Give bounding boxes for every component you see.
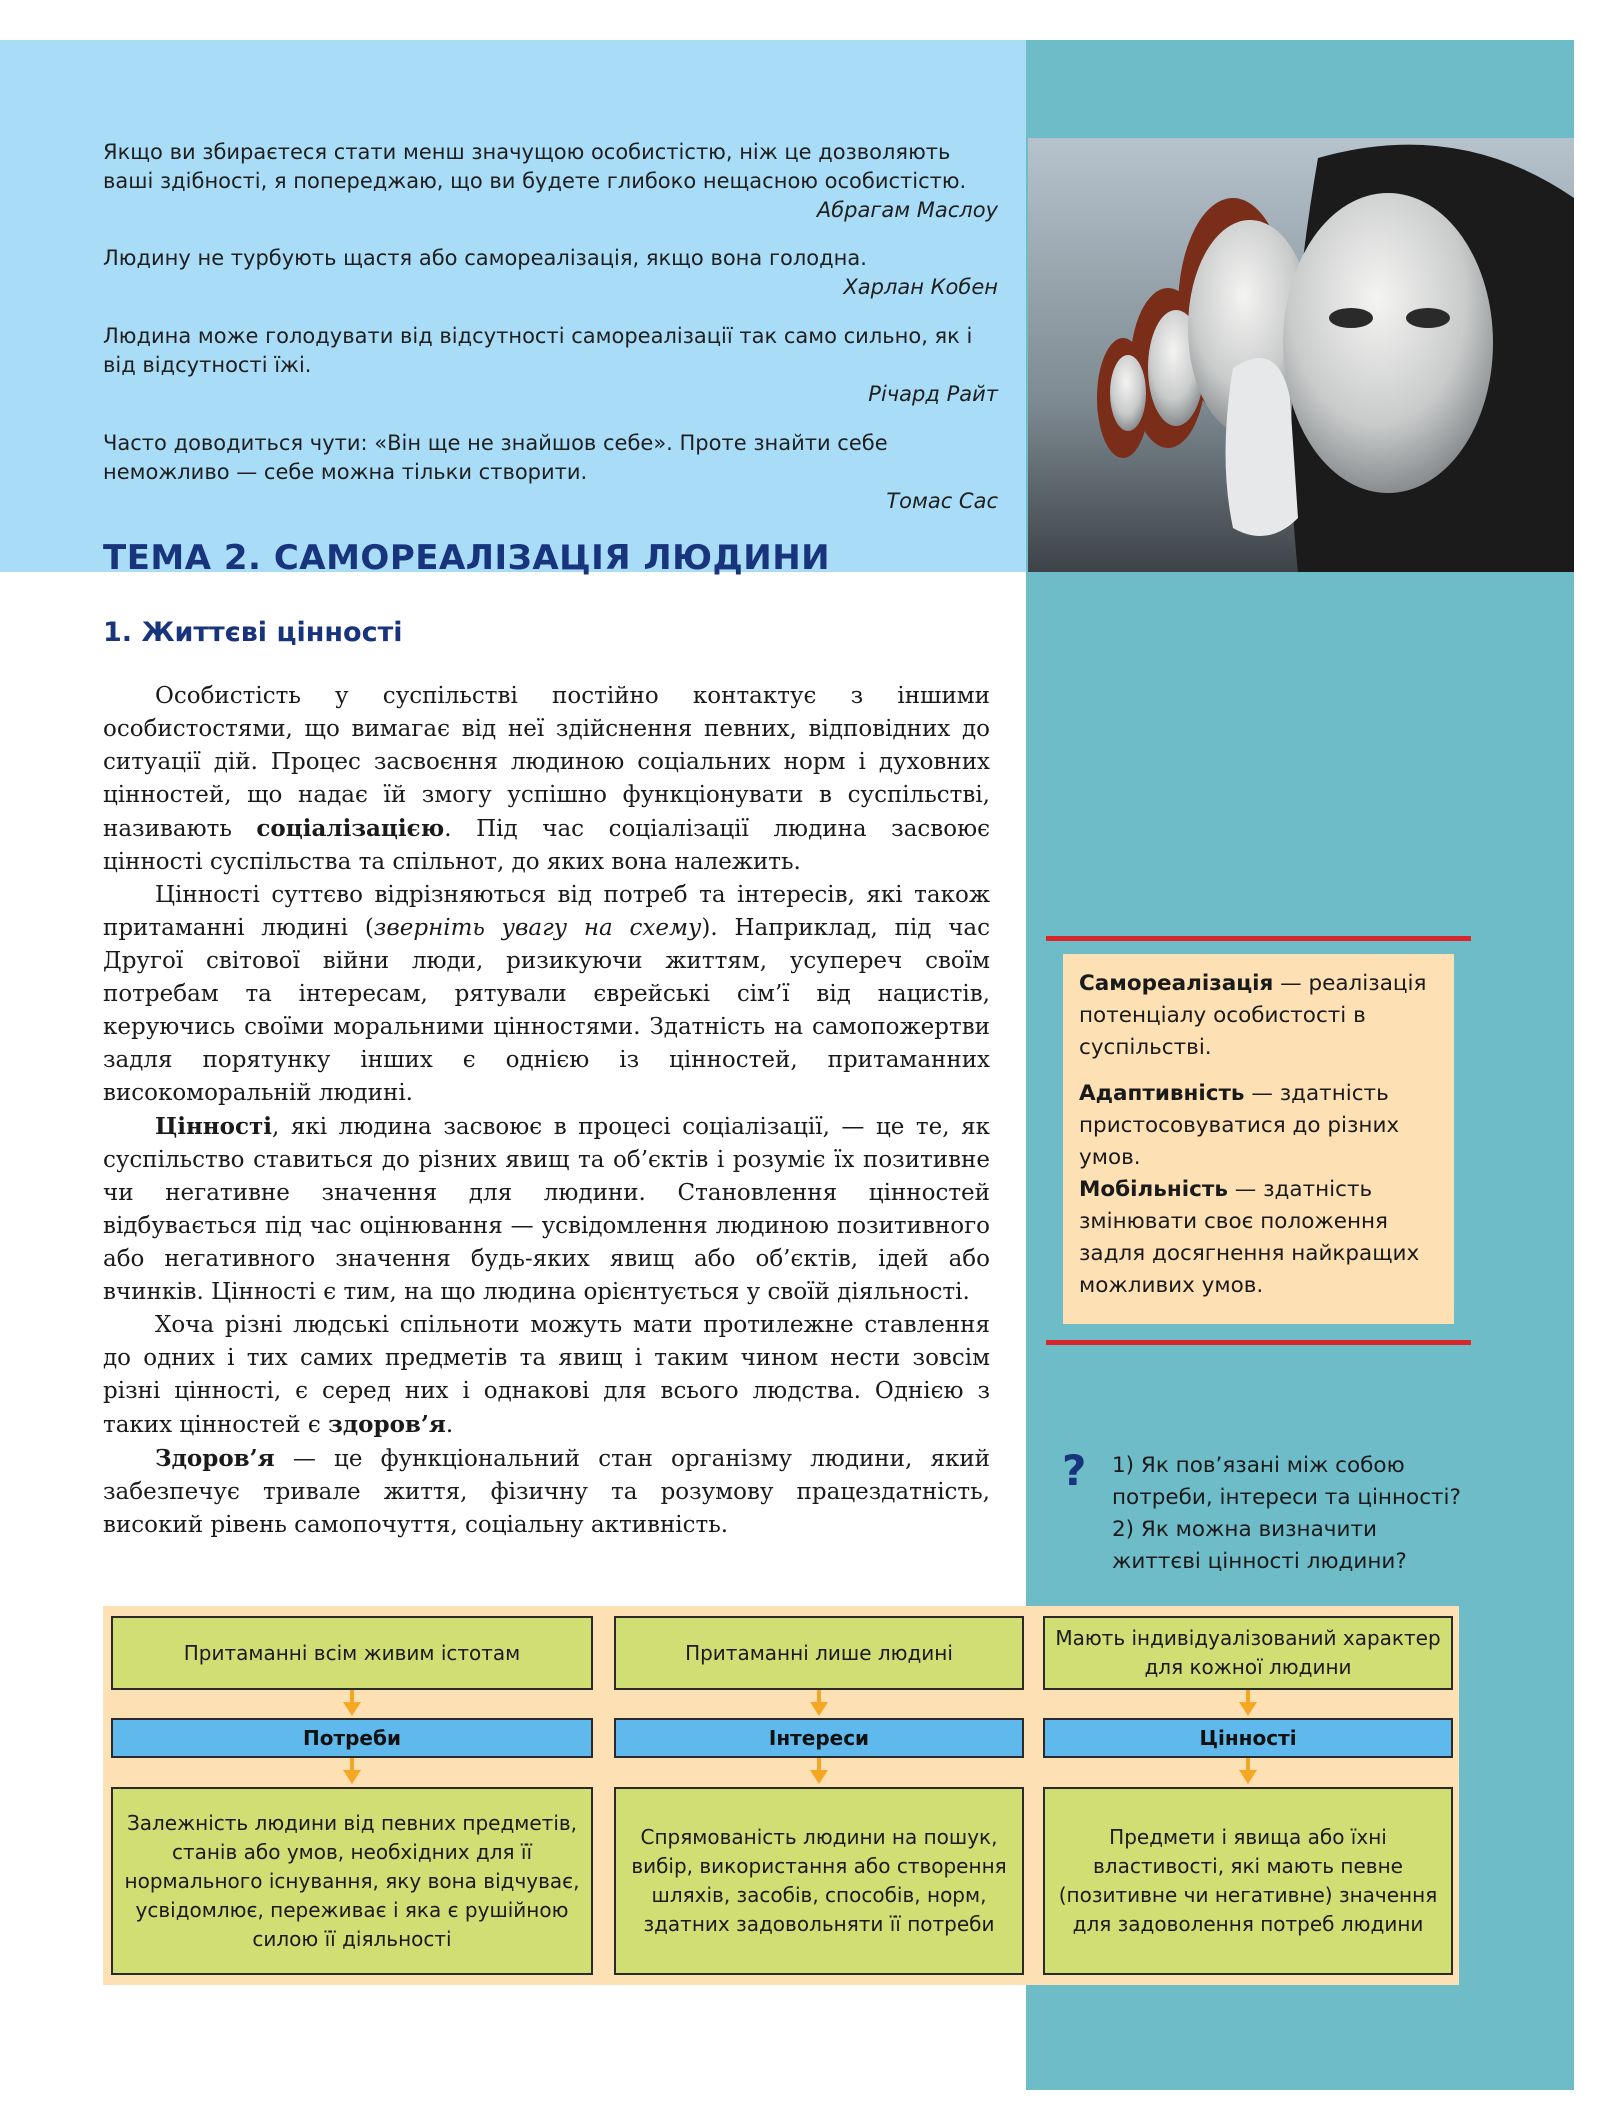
quote-2 [103, 244, 998, 302]
definition-bottom-rule [1046, 1340, 1471, 1345]
diagram-col3-description: Предмети і явища або їхні властивості, які мають певне (позитивне чи негативне) значення для задоволення потреб людини [1043, 1787, 1453, 1975]
diagram-label-values: Цінності [1043, 1718, 1453, 1758]
arrow-down-icon [1239, 1770, 1257, 1784]
question-1: 1) Як пов’язані між собою потреби, інтереси та цінності? [1112, 1453, 1461, 1510]
definition-adaptivity: Адаптивність — здатність пристосовуватися до різних умов. [1079, 1081, 1400, 1170]
term-socialization: соціалізацією [256, 815, 445, 842]
review-questions [1112, 1450, 1468, 1578]
definition-mobility: Мобільність — здатність змінювати своє положення задля досягнення найкращих можливих умов. [1079, 1177, 1420, 1298]
quote-2-text: Людину не турбують щастя або самореалізація, якщо вона голодна. [103, 246, 867, 270]
question-2: 2) Як можна визначити життєві цінності людини? [1112, 1517, 1407, 1574]
body-text [103, 680, 990, 1542]
definition-top-rule [1046, 936, 1471, 941]
paragraph-2: Цінності суттєво відрізняються від потреб та інтересів, які також притаманні людині (зверніть увагу на схему). Наприклад, під час Другої світової війни люди, ризикуючи життям, усупереч своїм потребам та інтересам, рятували єврейські сім’ї від нацистів, керуючись своїми моральними цінностями. Здатність на самопожертви задля порятунку інших є однією із цінностей, притаманних високоморальній людині. [103, 882, 991, 1106]
diagram-col3-top: Мають індивідуалізований характер для кожної людини [1043, 1616, 1453, 1690]
arrow-down-icon [1239, 1702, 1257, 1716]
schema-reference: зверніть увагу на схему [373, 915, 702, 941]
arrow-stem [350, 1758, 354, 1770]
quote-1 [103, 138, 998, 225]
masks-photo [1028, 138, 1574, 572]
diagram-col2-top: Притаманні лише людині [614, 1616, 1024, 1690]
diagram-col2-description: Спрямованість людини на пошук, вибір, використання або створення шляхів, засобів, способів, норм, здатних задовольняти її потреби [614, 1787, 1024, 1975]
quote-1-text: Якщо ви збираєтеся стати менш значущою особистістю, ніж це дозволяють ваші здібності, я попереджаю, що ви будете глибоко нещасною особистістю. [103, 140, 967, 193]
term-health-inline: здоров’я [328, 1411, 446, 1438]
diagram-label-needs: Потреби [111, 1718, 593, 1758]
arrow-stem [817, 1758, 821, 1770]
arrow-down-icon [810, 1702, 828, 1716]
diagram-col1-description: Залежність людини від певних предметів, станів або умов, необхідних для її нормального існування, яку вона відчуває, усвідомлює, переживає і яка є рушійною силою її діяльності [111, 1787, 593, 1975]
quote-4-text: Часто доводиться чути: «Він ще не знайшов себе». Проте знайти себе неможливо — себе можна тільки створити. [103, 431, 888, 484]
diagram-col1-top: Притаманні всім живим істотам [111, 1616, 593, 1690]
quote-4 [103, 429, 998, 516]
arrow-down-icon [343, 1702, 361, 1716]
quote-3-author: Річард Райт [868, 382, 998, 406]
arrow-stem [817, 1690, 821, 1702]
arrow-stem [1246, 1758, 1250, 1770]
arrow-down-icon [343, 1770, 361, 1784]
section-title: 1. Життєві цінності [103, 617, 403, 648]
quote-3 [103, 322, 998, 409]
definition-self-realization: Самореалізація — реалізація потенціалу особистості в суспільстві. [1079, 971, 1427, 1060]
question-mark-icon: ? [1062, 1446, 1087, 1495]
arrow-down-icon [810, 1770, 828, 1784]
term-values: Цінності [155, 1113, 272, 1140]
quote-4-author: Томас Сас [886, 489, 998, 513]
arrow-stem [350, 1690, 354, 1702]
term-health: Здоров’я [155, 1445, 275, 1472]
paragraph-5: Здоров’я — це функціональний стан організму людини, який забезпечує тривале життя, фізичну та розумову працездатність, високий рівень самопочуття, соціальну активність. [103, 1445, 990, 1538]
quote-1-author: Абрагам Маслоу [816, 198, 998, 222]
needs-interests-values-diagram [103, 1606, 1459, 1985]
quote-3-text: Людина може голодувати від відсутності самореалізації так само сильно, як і від відсутності їжі. [103, 324, 973, 377]
paragraph-1: Особистість у суспільстві постійно контактує з іншими особистостями, що вимагає від неї здійснення певних, відповідних до ситуації дій. Процес засвоєння людиною соціальних норм і духовних цінностей, що надає їй змогу успішно функціонувати в суспільстві, називають соціалізацією. Під час соціалізації людина засвоює цінності суспільства та спільнот, до яких вона належить. [103, 683, 990, 875]
quote-2-author: Харлан Кобен [843, 275, 998, 299]
paragraph-4: Хоча різні людські спільноти можуть мати протилежне ставлення до одних і тих самих предметів та явищ і таким чином нести зовсім різні цінності, є серед них і однакові для всього людства. Однією з таких цінностей є здоров’я. [103, 1312, 990, 1438]
definitions-box [1063, 954, 1454, 1324]
topic-title: ТЕМА 2. САМОРЕАЛІЗАЦІЯ ЛЮДИНИ [103, 538, 831, 578]
diagram-label-interests: Інтереси [614, 1718, 1024, 1758]
paragraph-3: Цінності, які людина засвоює в процесі соціалізації, — це те, як суспільство ставиться до різних явищ та об’єктів і розуміє їх позитивне чи негативне значення для людини. Становлення цінностей відбувається під час оцінювання — усвідомлення людиною позитивного або негативного значення будь-яких явищ або об’єктів, ідей або вчинків. Цінності є тим, на що людина орієнтується у своїй діяльності. [103, 1113, 990, 1305]
arrow-stem [1246, 1690, 1250, 1702]
